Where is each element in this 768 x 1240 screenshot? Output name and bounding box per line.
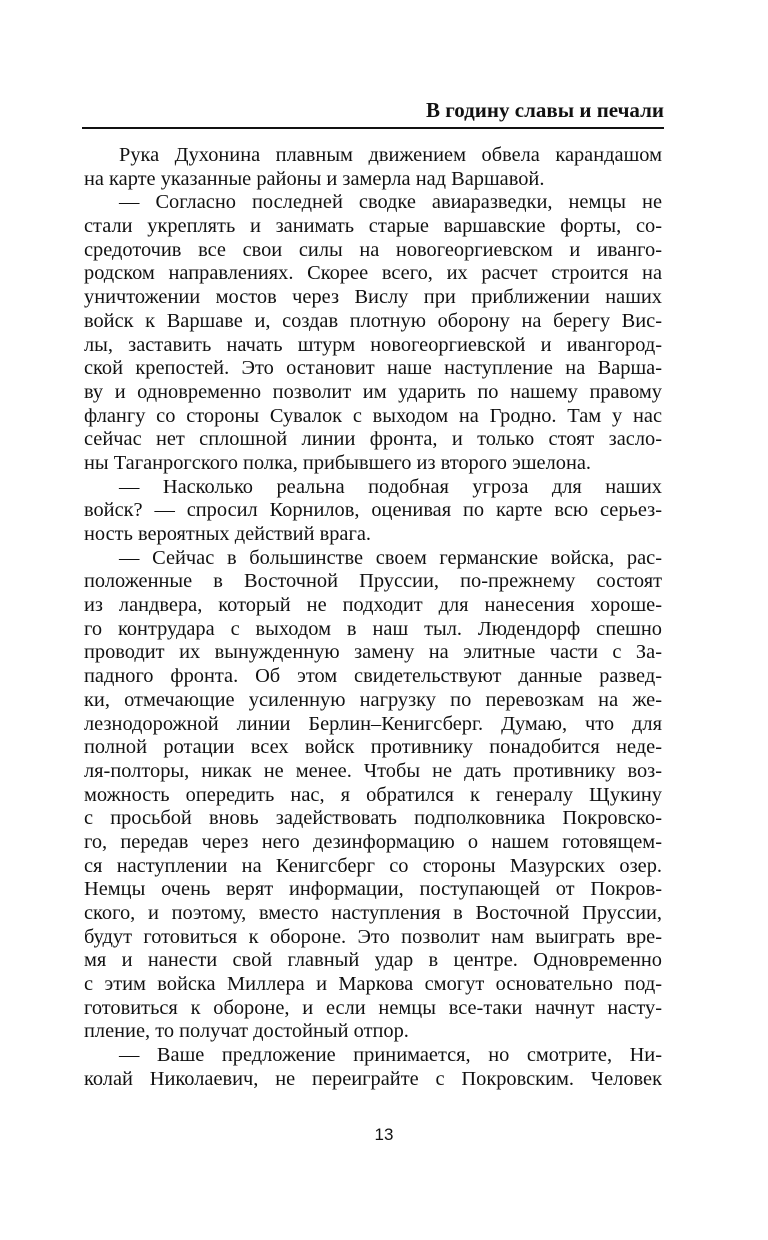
text-line: готовиться к обороне, и если немцы все-таки начнут насту- [84, 996, 662, 1019]
text-line: с просьбой вновь задействовать подполковника Покровско- [84, 807, 662, 830]
text-line: — Ваше предложение принимается, но смотрите, Ни- [119, 1044, 662, 1067]
text-line: войск к Варшаве и, создав плотную оборону на берегу Вис- [84, 309, 662, 332]
header-rule [82, 127, 664, 129]
text-line: мя и нанести свой главный удар в центре. Одновременно [84, 949, 662, 972]
text-line: Рука Духонина плавным движением обвела карандашом [119, 144, 662, 166]
text-line: войск? — спросил Корнилов, оценивая по карте всю серьез- [84, 499, 662, 522]
text-line: средоточив все свои силы на новогеоргиевском и иванго- [84, 238, 662, 261]
text-line: стали укреплять и занимать старые варшавские форты, со- [84, 215, 662, 238]
text-line: колай Николаевич, не переиграйте с Покровским. Человек [84, 1067, 662, 1090]
text-line: лезнодорожной линии Берлин–Кенигсберг. Думаю, что для [84, 712, 662, 735]
text-line: — Сейчас в большинстве своем германские войска, рас- [119, 546, 662, 569]
text-line: ся наступлении на Кенигсберг со стороны Мазурских озер. [84, 854, 662, 877]
text-line: ской крепостей. Это остановит наше наступление на Варша- [84, 357, 662, 380]
text-line: падного фронта. Об этом свидетельствуют данные развед- [84, 665, 662, 688]
text-line: ского, и поэтому, вместо наступления в Восточной Пруссии, [84, 902, 662, 924]
text-line: лы, заставить начать штурм новогеоргиевской и ивангород- [84, 333, 662, 356]
text-line: Немцы очень верят информации, поступающей от Покров- [84, 878, 662, 901]
text-line: проводит их вынужденную замену на элитные части с За- [84, 641, 662, 664]
text-line: ность вероятных действий врага. [84, 523, 371, 545]
text-line: уничтожении мостов через Вислу при приближении наших [84, 286, 662, 309]
text-line: го контрудара с выходом в наш тыл. Людендорф спешно [84, 617, 662, 640]
text-line: ки, отмечающие усиленную нагрузку по перевозкам на же- [84, 688, 662, 711]
text-line: ны Таганрогского полка, прибывшего из второго эшелона. [84, 451, 592, 474]
text-line: го, передав через него дезинформацию о нашем готовящем- [84, 830, 662, 853]
running-header-title: В годину славы и печали [426, 98, 664, 122]
text-line: пление, то получат достойный отпор. [84, 1020, 409, 1043]
text-line: положенные в Восточной Пруссии, по-прежнему состоят [84, 570, 662, 593]
text-line: родском направлениях. Скорее всего, их расчет строится на [84, 262, 662, 285]
text-line: — Согласно последней сводке авиаразведки, немцы не [119, 191, 662, 214]
page-number: 13 [374, 1125, 394, 1144]
text-line: флангу со стороны Сувалок с выходом на Гродно. Там у нас [84, 404, 662, 427]
text-line: на карте указанные районы и замерла над Варшавой. [84, 167, 545, 190]
text-line: с этим войска Миллера и Маркова смогут основательно под- [84, 973, 662, 996]
text-line: из ландвера, который не подходит для нанесения хороше- [84, 594, 662, 617]
text-line: будут готовиться к обороне. Это позволит нам выиграть вре- [84, 925, 662, 948]
body-text [84, 144, 662, 1092]
text-line: полной ротации всех войск противнику понадобится неде- [84, 736, 662, 759]
text-line: можность опередить нас, я обратился к генералу Щукину [84, 783, 662, 806]
text-line: ля-полторы, никак не менее. Чтобы не дать противнику воз- [84, 759, 662, 782]
text-line: ву и одновременно позволит им ударить по нашему правому [84, 380, 662, 403]
text-line: сейчас нет сплошной линии фронта, и только стоят засло- [84, 428, 662, 451]
text-line: — Насколько реальна подобная угроза для наших [119, 475, 662, 498]
